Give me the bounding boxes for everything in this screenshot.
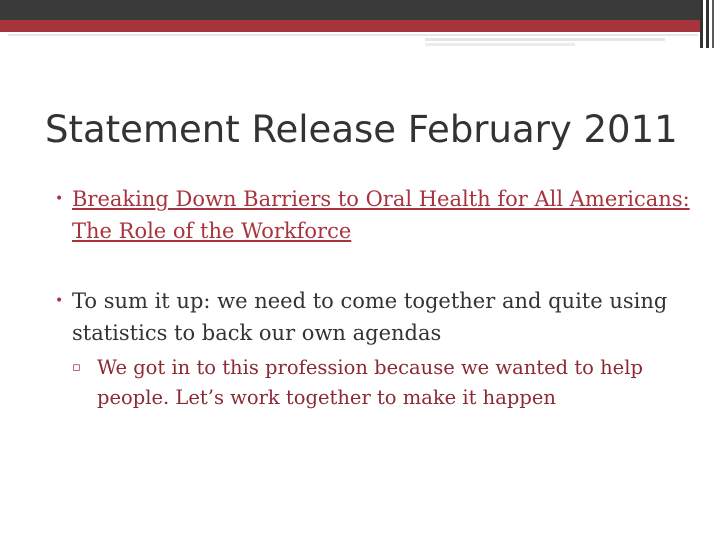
bullet-text: To sum it up: we need to come together and quite using statistics to back our own agendas — [72, 289, 668, 345]
decorative-line — [425, 43, 575, 46]
decorative-vertical-bar — [712, 0, 714, 48]
decorative-line — [425, 38, 665, 41]
slide-title: Statement Release February 2011 — [45, 108, 678, 151]
square-bullet-icon: ▫ — [72, 360, 81, 375]
bullet-item — [55, 285, 695, 349]
sub-bullet-item — [55, 353, 695, 413]
slide-content — [55, 183, 695, 413]
header-red-bar — [0, 20, 700, 32]
decorative-line — [8, 34, 698, 36]
decorative-vertical-bar — [700, 0, 703, 48]
header-dark-bar — [0, 0, 700, 20]
sub-bullet-text: We got in to this profession because we wanted to help people. Let’s work together to make it happen — [97, 356, 643, 409]
bullet-item — [55, 183, 695, 247]
bullet-icon: • — [55, 191, 64, 207]
bullet-link[interactable]: Breaking Down Barriers to Oral Health for All Americans: The Role of the Workforce — [72, 187, 690, 243]
bullet-icon: • — [55, 293, 64, 309]
decorative-vertical-bar — [706, 0, 709, 48]
